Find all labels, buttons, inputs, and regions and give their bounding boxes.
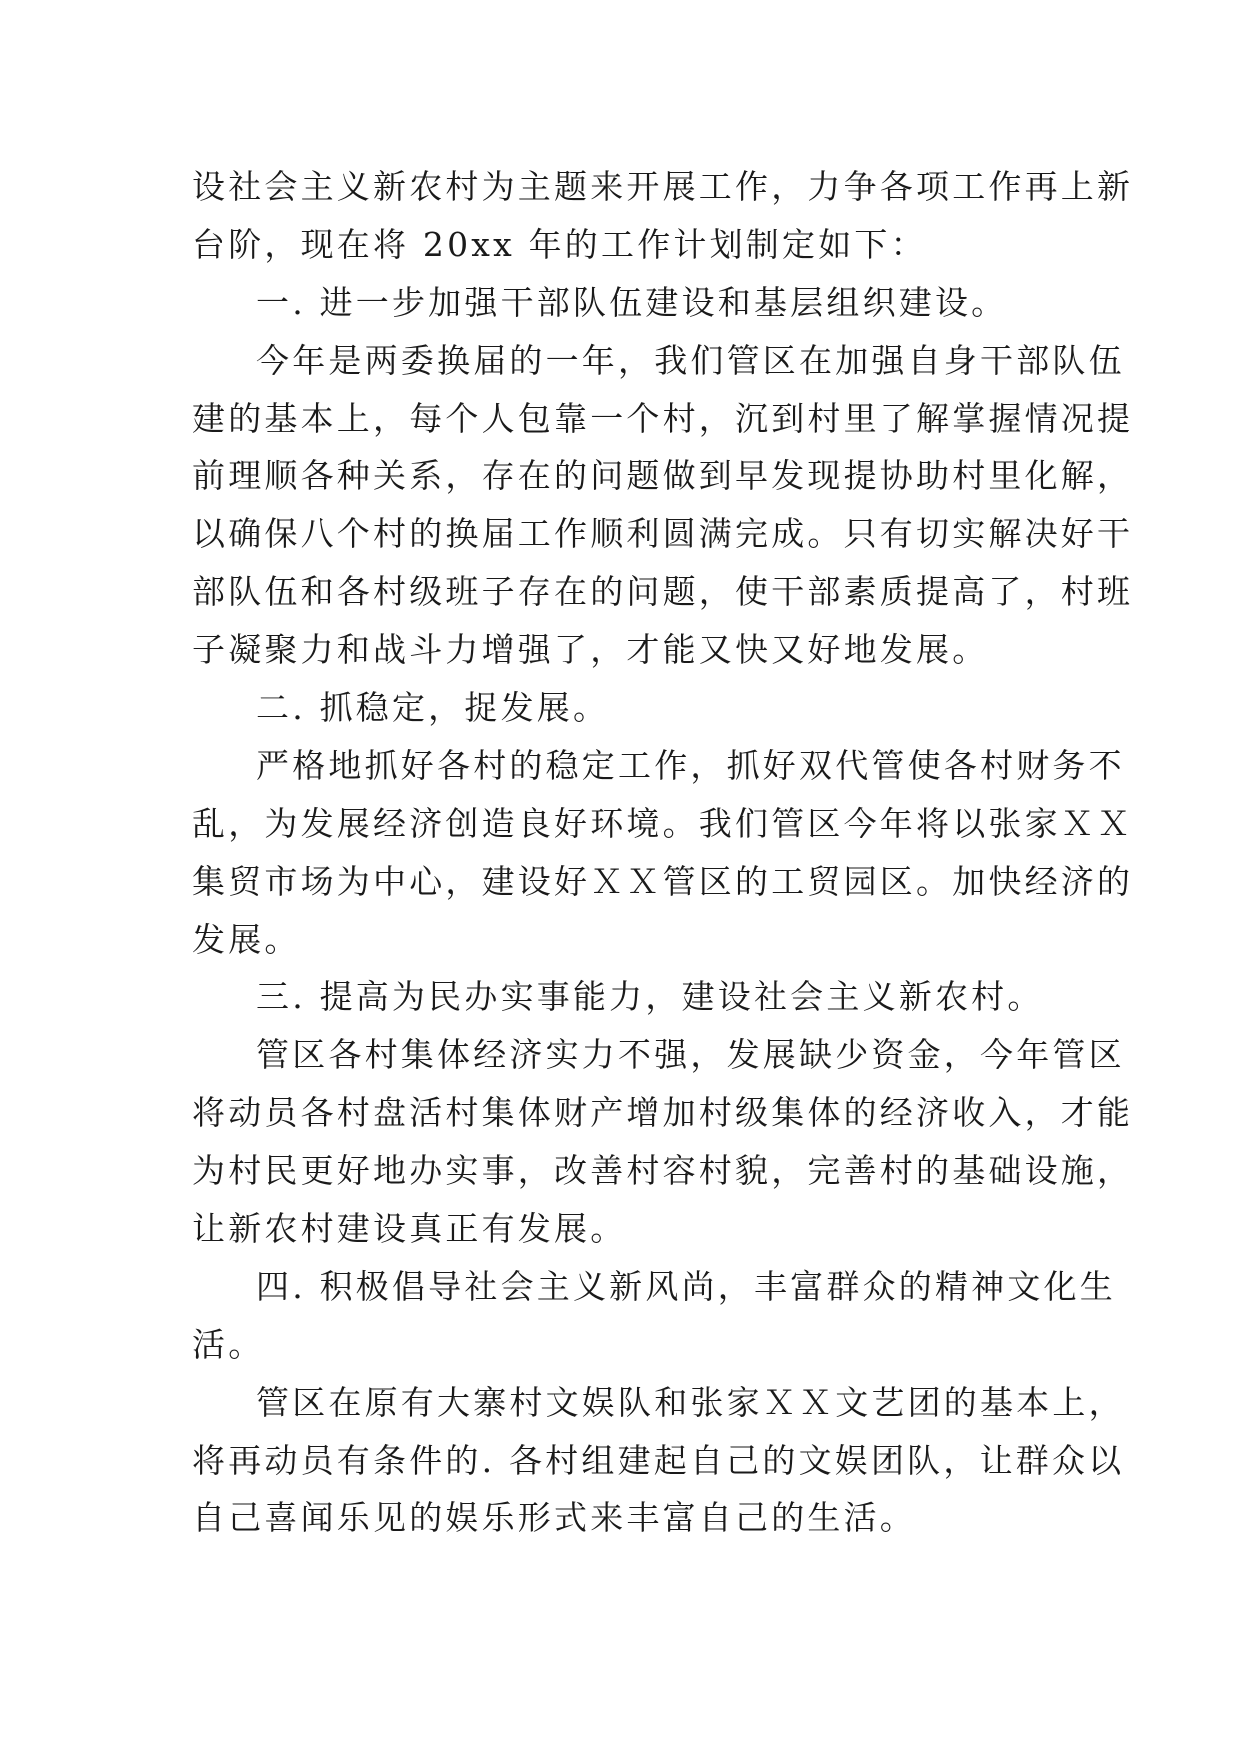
section-heading-1: 一. 进一步加强干部队伍建设和基层组织建设。	[256, 282, 1008, 322]
section-heading-3: 三. 提高为民办实事能力，建设社会主义新农村。	[256, 977, 1044, 1017]
body-line: 前理顺各种关系，存在的问题做到早发现提协助村里化解，	[192, 456, 1134, 496]
body-line: 今年是两委换届的一年，我们管区在加强自身干部队伍	[256, 340, 1125, 380]
body-line: 让新农村建设真正有发展。	[192, 1209, 627, 1249]
body-line: 发展。	[192, 919, 301, 959]
body-line: 建的基本上，每个人包靠一个村，沉到村里了解掌握情况提	[192, 398, 1134, 438]
body-line: 活。	[192, 1324, 265, 1364]
body-line: 设社会主义新农村为主题来开展工作，力争各项工作再上新	[192, 167, 1134, 206]
body-line: 以确保八个村的换届工作顺利圆满完成。只有切实解决好干	[192, 514, 1134, 554]
body-line: 管区在原有大寨村文娱队和张家ＸＸ文艺团的基本上，	[256, 1382, 1125, 1422]
section-heading-2: 二. 抓稳定，捉发展。	[256, 688, 610, 728]
body-line: 部队伍和各村级班子存在的问题，使干部素质提高了，村班	[192, 572, 1134, 612]
body-line: 将动员各村盘活村集体财产增加村级集体的经济收入，才能	[192, 1093, 1134, 1133]
body-line: 管区各村集体经济实力不强，发展缺少资金，今年管区	[256, 1035, 1125, 1075]
body-line: 集贸市场为中心，建设好ＸＸ管区的工贸园区。加快经济的	[192, 861, 1134, 901]
section-heading-4: 四. 积极倡导社会主义新风尚，丰富群众的精神文化生	[256, 1266, 1116, 1306]
body-line: 台阶，现在将 20xx 年的工作计划制定如下：	[192, 224, 927, 264]
body-line: 乱，为发展经济创造良好环境。我们管区今年将以张家ＸＸ	[192, 803, 1134, 843]
body-line: 子凝聚力和战斗力增强了，才能又快又好地发展。	[192, 630, 989, 670]
body-line: 自己喜闻乐见的娱乐形式来丰富自己的生活。	[192, 1498, 916, 1538]
document-body	[192, 158, 1134, 1547]
body-line: 将再动员有条件的. 各村组建起自己的文娱团队，让群众以	[192, 1440, 1125, 1480]
body-line: 严格地抓好各村的稳定工作，抓好双代管使各村财务不	[256, 745, 1125, 785]
body-line: 为村民更好地办实事，改善村容村貌，完善村的基础设施，	[192, 1151, 1134, 1191]
